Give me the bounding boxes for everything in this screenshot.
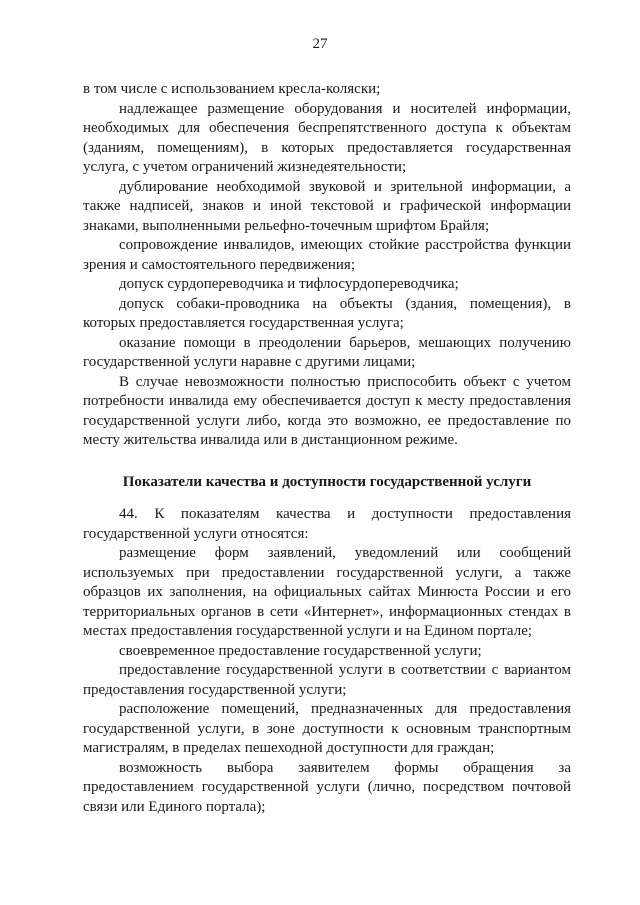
section-heading: Показатели качества и доступности государственной услуги xyxy=(122,473,532,490)
paragraph: расположение помещений, предназначенных для предоставления государственной услуги, в зоне доступности к основным транспортным магистралям, в пределах пешеходной доступности для граждан; xyxy=(83,701,571,756)
paragraph: предоставление государственной услуги в соответствии с вариантом предоставления государственной услуги; xyxy=(83,662,571,698)
document-body xyxy=(83,80,571,817)
numbered-paragraph: 44. К показателям качества и доступности предоставления государственной услуги относятся: xyxy=(83,506,571,542)
paragraph: оказание помощи в преодолении барьеров, мешающих получению государственной услуги наравне с другими лицами; xyxy=(83,334,571,370)
paragraph: надлежащее размещение оборудования и носителей информации, необходимых для обеспечения беспрепятственного доступа к объектам (зданиям, помещениям), в которых предоставляется государственная услуга, с учетом ограничений жизнедеятельности; xyxy=(83,100,571,175)
paragraph: В случае невозможности полностью приспособить объект с учетом потребности инвалида ему обеспечивается доступ к месту предоставления государственной услуги либо, когда это возможно, ее предоставление по месту жительства инвалида или в дистанционном режиме. xyxy=(83,373,571,448)
paragraph: сопровождение инвалидов, имеющих стойкие расстройства функции зрения и самостоятельного передвижения; xyxy=(83,237,571,273)
paragraph: допуск собаки-проводника на объекты (здания, помещения), в которых предоставляется государственная услуга; xyxy=(83,295,571,331)
page-number: 27 xyxy=(312,36,328,52)
paragraph: дублирование необходимой звуковой и зрительной информации, а также надписей, знаков и иной текстовой и графической информации знаками, выполненными рельефно-точечным шрифтом Брайля; xyxy=(83,178,571,234)
paragraph: возможность выбора заявителем формы обращения за предоставлением государственной услуги (лично, посредством почтовой связи или Единого портала); xyxy=(83,759,571,815)
paragraph: в том числе с использованием кресла-коляски; xyxy=(83,81,381,97)
paragraph: допуск сурдопереводчика и тифлосурдопереводчика; xyxy=(119,276,459,292)
paragraph: своевременное предоставление государственной услуги; xyxy=(119,642,482,659)
paragraph: размещение форм заявлений, уведомлений или сообщений используемых при предоставлении государственной услуги, а также образцов их заполнения, на официальных сайтах Минюста России и его территориальных органов в сети «Интернет», информационных стендах в местах предоставления государственной услуги и на Едином портале; xyxy=(83,545,571,639)
